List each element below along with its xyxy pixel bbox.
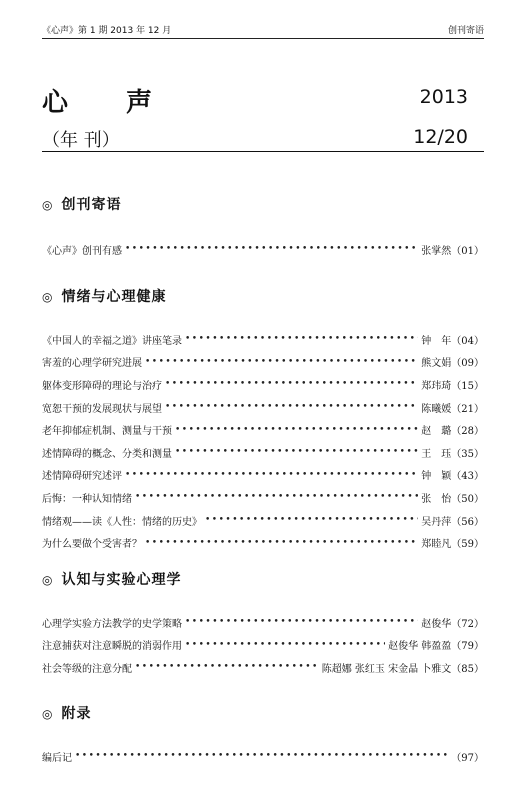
section-bullet-icon: ◎	[42, 290, 54, 304]
entry-title: 注意捕获对注意瞬脱的消弱作用	[42, 641, 182, 653]
section-heading	[42, 194, 121, 214]
dot-leader	[175, 447, 418, 457]
toc-list	[42, 611, 484, 679]
section-bullet-icon: ◎	[42, 707, 54, 721]
entry-page: （56）	[451, 516, 484, 528]
toc-entry[interactable]	[42, 745, 484, 768]
entry-author: 赵俊华 韩盈盈	[388, 641, 452, 653]
journal-issue-date: 12/20	[413, 126, 468, 148]
entry-author: 陈曦媛	[421, 403, 452, 415]
header-issue-info: 《心声》第 1 期 2013 年 12 月	[42, 26, 172, 36]
dot-leader	[185, 334, 418, 344]
entry-author: 王 珏	[421, 448, 452, 460]
entry-author: 张掌然	[421, 245, 452, 257]
toc-entry[interactable]	[42, 509, 484, 532]
dot-leader	[185, 617, 418, 627]
section-heading	[42, 703, 91, 723]
entry-author: 张 怡	[421, 493, 452, 505]
toc-entry[interactable]	[42, 328, 484, 351]
section-heading	[42, 286, 166, 306]
dot-leader	[135, 662, 319, 672]
entry-title: 躯体变形障碍的理论与治疗	[42, 380, 162, 392]
masthead-rule	[42, 151, 484, 152]
section-title: 附录	[61, 706, 92, 722]
entry-title: 编后记	[42, 752, 72, 764]
entry-title: 老年抑郁症机制、测量与干预	[42, 426, 172, 438]
entry-title: 《中国人的幸福之道》讲座笔录	[42, 335, 182, 347]
section-title: 认知与实验心理学	[61, 572, 182, 588]
entry-page: （09）	[451, 358, 484, 370]
entry-author: 钟 颖	[421, 471, 452, 483]
entry-author: 吴丹萍	[421, 516, 452, 528]
entry-author: 熊文娟	[421, 358, 452, 370]
entry-author: 陈超娜 张红玉 宋金晶 卜雅文	[321, 663, 452, 675]
entry-page: （97）	[451, 752, 484, 764]
entry-page: （43）	[451, 471, 484, 483]
entry-title: 《心声》创刊有感	[42, 245, 122, 257]
toc-entry[interactable]	[42, 464, 484, 487]
entry-author: 郑睦凡	[421, 539, 452, 551]
entry-page: （28）	[451, 426, 484, 438]
toc-list	[42, 238, 484, 261]
toc-list	[42, 745, 484, 768]
toc-list	[42, 328, 484, 554]
entry-author: 赵 璐	[421, 426, 452, 438]
toc-entry[interactable]	[42, 396, 484, 419]
entry-page: （85）	[451, 663, 484, 675]
entry-title: 宽恕干预的发展现状与展望	[42, 403, 162, 415]
section-title: 创刊寄语	[61, 197, 122, 213]
entry-title: 心理学实验方法教学的史学策略	[42, 618, 182, 630]
entry-author: 赵俊华	[421, 618, 452, 630]
entry-title: 害羞的心理学研究进展	[42, 358, 142, 370]
dot-leader	[165, 379, 418, 389]
dot-leader	[175, 425, 418, 435]
dot-leader	[145, 538, 418, 548]
entry-title: 情绪观——读《人性：情绪的历史》	[42, 516, 202, 528]
journal-title: 心 声	[42, 88, 169, 118]
toc-entry[interactable]	[42, 634, 484, 657]
entry-page: （50）	[451, 493, 484, 505]
entry-title: 述情障碍研究述评	[42, 471, 122, 483]
journal-year: 2013	[419, 86, 468, 108]
toc-entry[interactable]	[42, 531, 484, 554]
dot-leader	[145, 357, 418, 367]
entry-page: （59）	[451, 539, 484, 551]
header-section-name: 创刊寄语	[447, 26, 484, 36]
toc-entry[interactable]	[42, 238, 484, 261]
dot-leader	[165, 402, 418, 412]
entry-title: 为什么要做个受害者？	[42, 539, 142, 551]
dot-leader	[75, 751, 448, 761]
entry-title: 社会等级的注意分配	[42, 663, 132, 675]
toc-entry[interactable]	[42, 486, 484, 509]
toc-entry[interactable]	[42, 611, 484, 634]
section-title: 情绪与心理健康	[61, 289, 167, 305]
entry-page: （04）	[451, 335, 484, 347]
entry-page: （79）	[451, 641, 484, 653]
dot-leader	[125, 470, 418, 480]
dot-leader	[125, 244, 418, 254]
entry-author: 钟 年	[421, 335, 452, 347]
entry-page: （15）	[451, 380, 484, 392]
running-header	[42, 24, 484, 39]
entry-author: 郑玮琦	[421, 380, 452, 392]
toc-entry[interactable]	[42, 418, 484, 441]
toc-entry[interactable]	[42, 373, 484, 396]
entry-title: 后悔：一种认知情绪	[42, 493, 132, 505]
journal-subtitle: （年 刊）	[42, 130, 120, 151]
entry-page: （21）	[451, 403, 484, 415]
toc-entry[interactable]	[42, 351, 484, 374]
dot-leader	[205, 515, 418, 525]
section-bullet-icon: ◎	[42, 573, 54, 587]
entry-page: （35）	[451, 448, 484, 460]
section-bullet-icon: ◎	[42, 198, 54, 212]
dot-leader	[135, 492, 418, 502]
dot-leader	[185, 640, 385, 650]
toc-entry[interactable]	[42, 441, 484, 464]
section-heading	[42, 569, 181, 589]
entry-page: （01）	[451, 245, 484, 257]
toc-entry[interactable]	[42, 656, 484, 679]
entry-page: （72）	[451, 618, 484, 630]
entry-title: 述情障碍的概念、分类和测量	[42, 448, 172, 460]
